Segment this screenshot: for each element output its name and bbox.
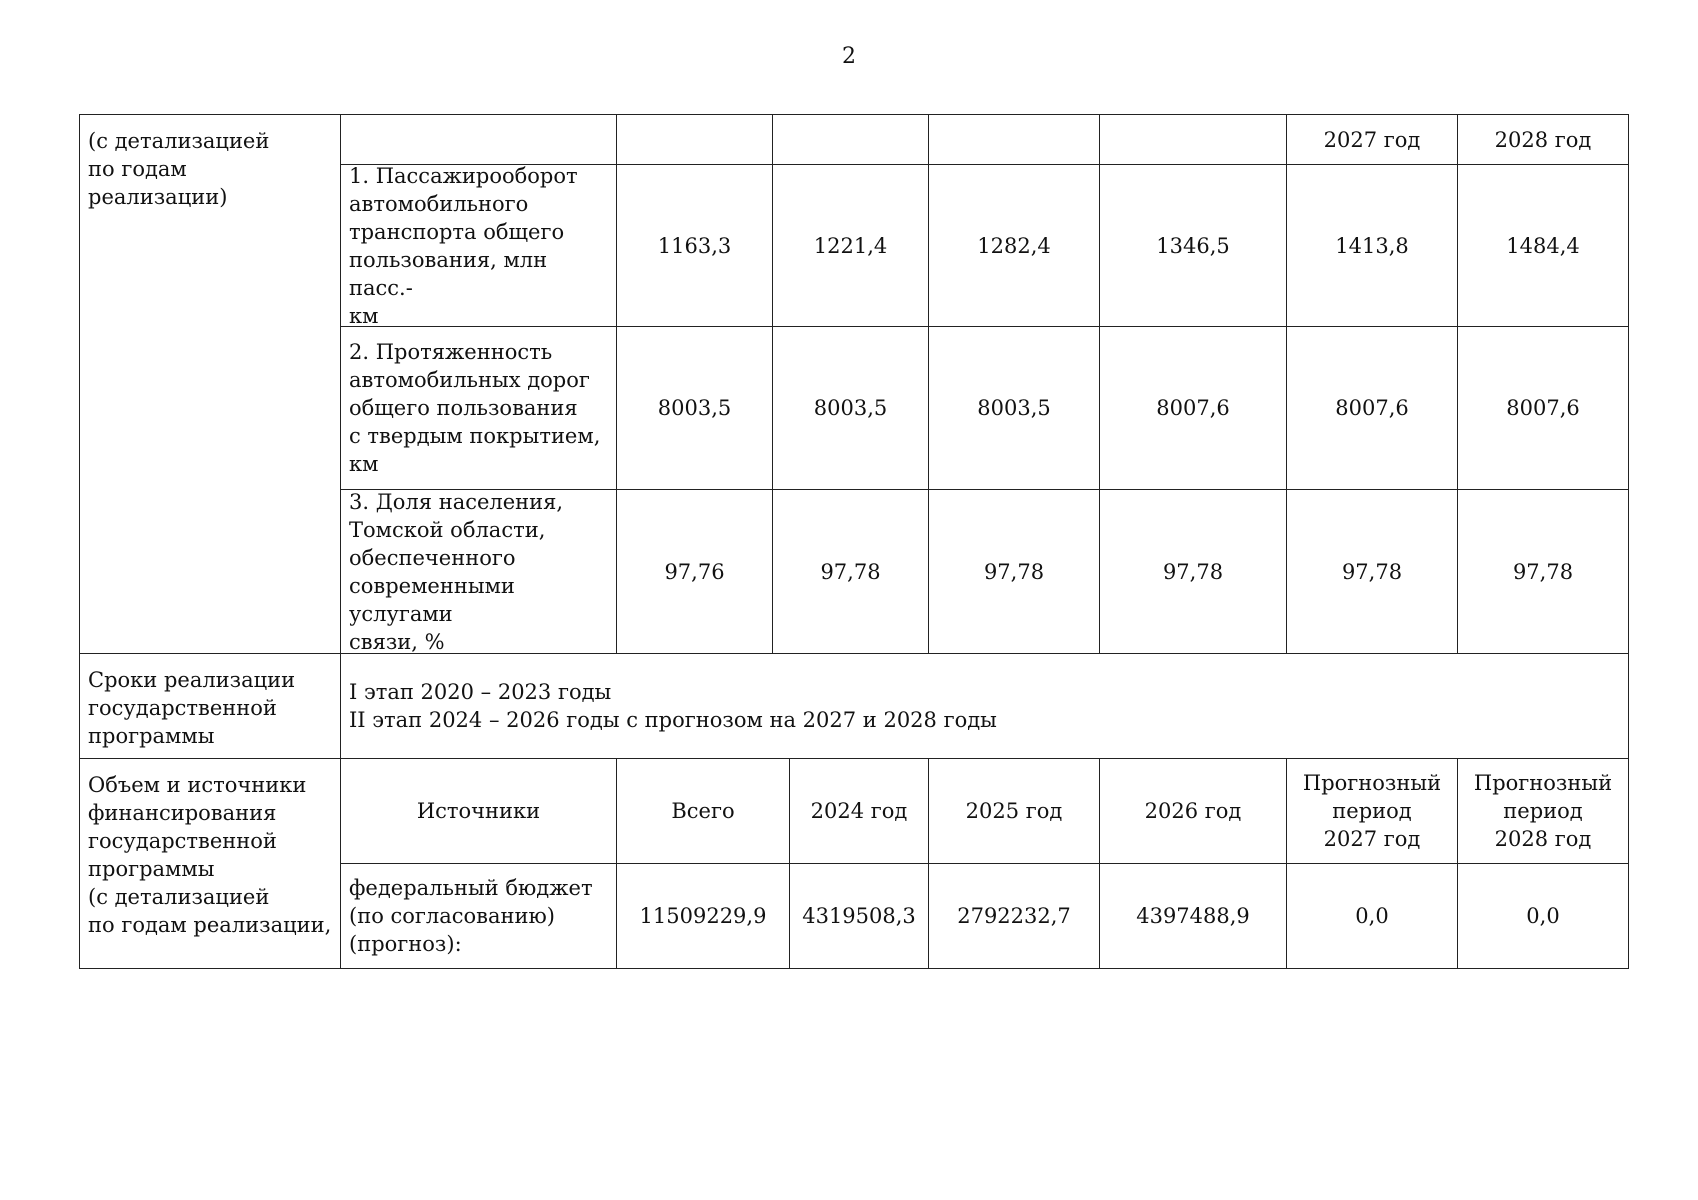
financing-header-forecast-2027: Прогнозный период 2027 год <box>1286 758 1458 864</box>
financing-header-2026: 2026 год <box>1099 758 1287 864</box>
page-number: 2 <box>842 44 856 69</box>
indicator-value: 8007,6 <box>1286 326 1458 490</box>
header-cell-2028: 2028 год <box>1457 114 1629 165</box>
indicator-label: 2. Протяженность автомобильных дорог общего пользования с твердым покрытием, км <box>340 326 617 490</box>
header-cell-blank <box>928 114 1100 165</box>
financing-value: 2792232,7 <box>928 863 1100 969</box>
indicator-value: 1484,4 <box>1457 164 1629 327</box>
indicator-label: 1. Пассажирооборот автомобильного транспорта общего пользования, млн пасс.- км <box>340 164 617 327</box>
header-cell-blank <box>340 114 617 165</box>
financing-label: Объем и источники финансирования государственной программы (с детализацией по годам реализации, <box>79 758 341 969</box>
indicator-value: 1346,5 <box>1099 164 1287 327</box>
financing-header-total: Всего <box>616 758 790 864</box>
indicator-value: 1221,4 <box>772 164 929 327</box>
indicator-value: 8003,5 <box>772 326 929 490</box>
terms-label: Сроки реализации государственной программы <box>79 653 341 759</box>
header-cell-blank <box>1099 114 1287 165</box>
indicator-value: 8003,5 <box>616 326 773 490</box>
indicator-value: 97,78 <box>1099 489 1287 654</box>
indicator-value: 97,78 <box>1457 489 1629 654</box>
indicator-value: 1282,4 <box>928 164 1100 327</box>
financing-value: 0,0 <box>1286 863 1458 969</box>
indicator-label: 3. Доля населения, Томской области, обеспеченного современными услугами связи, % <box>340 489 617 654</box>
indicator-value: 97,76 <box>616 489 773 654</box>
financing-header-forecast-2028: Прогнозный период 2028 год <box>1457 758 1629 864</box>
financing-header-2025: 2025 год <box>928 758 1100 864</box>
target-years-section-label: (с детализацией по годам реализации) <box>79 114 341 654</box>
header-cell-blank <box>772 114 929 165</box>
indicator-value: 1163,3 <box>616 164 773 327</box>
header-cell-blank <box>616 114 773 165</box>
indicator-value: 97,78 <box>1286 489 1458 654</box>
financing-value: 11509229,9 <box>616 863 790 969</box>
indicator-value: 1413,8 <box>1286 164 1458 327</box>
financing-value: 0,0 <box>1457 863 1629 969</box>
financing-value: 4319508,3 <box>789 863 929 969</box>
financing-source-label: федеральный бюджет (по согласованию) (прогноз): <box>340 863 617 969</box>
indicator-value: 8007,6 <box>1099 326 1287 490</box>
indicator-value: 97,78 <box>772 489 929 654</box>
indicator-value: 8003,5 <box>928 326 1100 490</box>
header-cell-2027: 2027 год <box>1286 114 1458 165</box>
financing-value: 4397488,9 <box>1099 863 1287 969</box>
terms-stages: I этап 2020 – 2023 годы II этап 2024 – 2026 годы с прогнозом на 2027 и 2028 годы <box>340 653 1629 759</box>
financing-header-2024: 2024 год <box>789 758 929 864</box>
indicator-value: 97,78 <box>928 489 1100 654</box>
financing-header-sources: Источники <box>340 758 617 864</box>
indicator-value: 8007,6 <box>1457 326 1629 490</box>
